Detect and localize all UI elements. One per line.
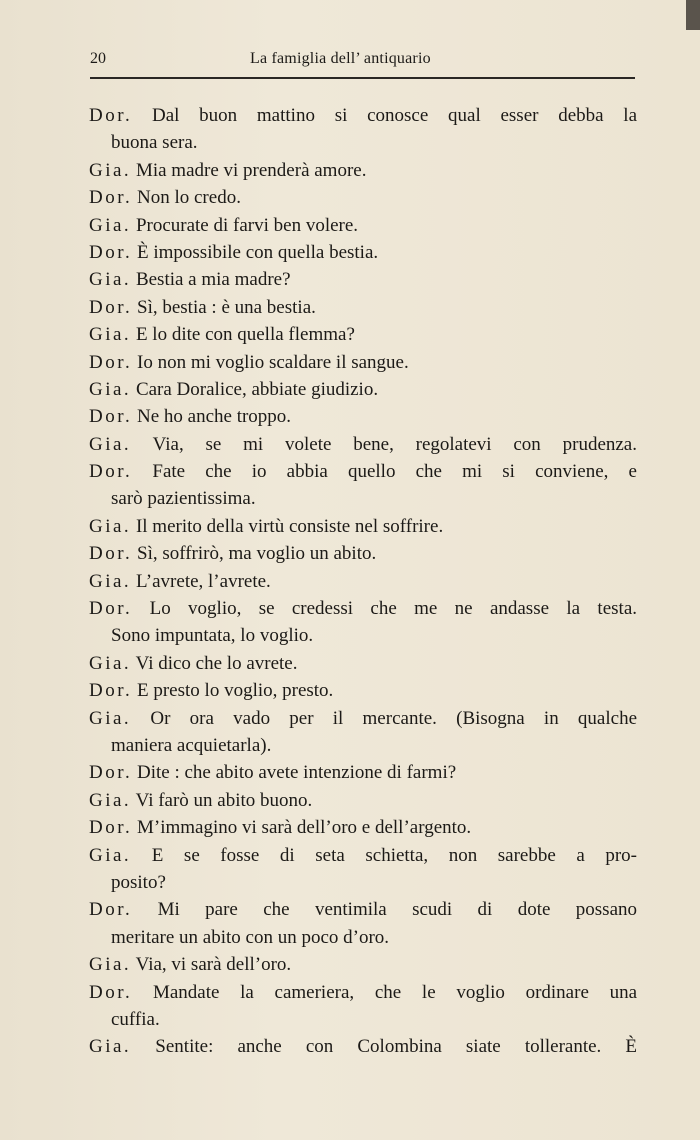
dialogue-continuation-line (89, 732, 637, 759)
dialogue-line (89, 951, 637, 978)
dialogue-line (89, 759, 637, 786)
dialogue-line (89, 431, 637, 458)
dialogue-continuation-line (89, 869, 637, 896)
speaker-label: Gia. (89, 378, 132, 400)
dialogue-line (89, 239, 637, 266)
line-text: Procurate di farvi ben volere. (135, 214, 359, 236)
dialogue-line (89, 568, 637, 595)
dialogue-line (89, 1033, 637, 1060)
speaker-label: Dor. (89, 351, 133, 373)
line-text: È impossibile con quella bestia. (137, 241, 379, 263)
dialogue-line (89, 157, 637, 184)
line-text: L’avrete, l’avrete. (135, 570, 271, 592)
dialogue-line (89, 212, 637, 239)
dialogue-continuation-line (89, 924, 637, 951)
dialogue-text (89, 102, 637, 1061)
page-corner-shadow (686, 0, 700, 30)
line-text: E presto lo voglio, presto. (137, 680, 334, 702)
line-text: M’immagino vi sarà dell’oro e dell’argento. (137, 817, 472, 839)
line-text: Via, vi sarà dell’oro. (135, 954, 292, 976)
line-text: E se fosse di seta schietta, non sarebbe a pro- (151, 844, 637, 866)
dialogue-continuation-line (89, 1006, 637, 1033)
dialogue-line (89, 349, 637, 376)
speaker-label: Dor. (89, 817, 133, 839)
dialogue-line (89, 814, 637, 841)
line-text: posito? (111, 871, 166, 893)
speaker-label: Gia. (89, 707, 132, 729)
line-text: Mandate la cameriera, che le voglio ordinare una (152, 981, 637, 1003)
dialogue-line (89, 513, 637, 540)
line-text: Ne ho anche troppo. (137, 406, 292, 428)
speaker-label: Dor. (89, 105, 133, 126)
dialogue-line (89, 376, 637, 403)
dialogue-line (89, 540, 637, 567)
line-text: Sì, soffrirò, ma voglio un abito. (137, 543, 377, 565)
line-text: maniera acquietarla). (111, 734, 272, 756)
speaker-label: Dor. (89, 981, 133, 1003)
line-text: Sono impuntata, lo voglio. (111, 625, 314, 647)
page-number: 20 (90, 50, 106, 67)
speaker-label: Dor. (89, 899, 133, 921)
speaker-label: Gia. (89, 844, 132, 866)
line-text: Dal buon mattino si conosce qual esser debba la (152, 105, 638, 126)
speaker-label: Dor. (89, 406, 133, 428)
line-text: Or ora vado per il mercante. (Bisogna in qualche (150, 707, 638, 729)
dialogue-line (89, 266, 637, 293)
line-text: Il merito della virtù consiste nel soffrire. (135, 515, 444, 537)
speaker-label: Dor. (89, 680, 133, 702)
line-text: Vi dico che lo avrete. (135, 652, 298, 674)
line-text: Sì, bestia : è una bestia. (137, 296, 316, 318)
dialogue-continuation-line (89, 622, 637, 649)
dialogue-line (89, 979, 637, 1006)
dialogue-line (89, 458, 637, 485)
dialogue-line (89, 184, 637, 211)
dialogue-line (89, 705, 637, 732)
dialogue-line (89, 403, 637, 430)
dialogue-line (89, 842, 637, 869)
speaker-label: Gia. (89, 214, 132, 236)
speaker-label: Dor. (89, 461, 133, 483)
speaker-label: Gia. (89, 159, 132, 181)
dialogue-line (89, 321, 637, 348)
line-text: meritare un abito con un poco d’oro. (111, 926, 390, 948)
dialogue-continuation-line (89, 129, 637, 156)
speaker-label: Dor. (89, 241, 133, 263)
line-text: Vi farò un abito buono. (135, 789, 313, 811)
line-text: Dite : che abito avete intenzione di farmi? (137, 762, 457, 784)
speaker-label: Gia. (89, 789, 132, 811)
header-rule (90, 77, 635, 79)
line-text: cuffia. (111, 1008, 160, 1030)
speaker-label: Gia. (89, 515, 132, 537)
speaker-label: Dor. (89, 762, 133, 784)
line-text: Mia madre vi prenderà amore. (135, 159, 367, 181)
dialogue-line (89, 102, 637, 129)
line-text: buona sera. (111, 132, 198, 154)
line-text: E lo dite con quella flemma? (135, 324, 355, 346)
page-header (90, 50, 635, 72)
dialogue-continuation-line (89, 485, 637, 512)
line-text: Io non mi voglio scaldare il sangue. (137, 351, 409, 373)
dialogue-line (89, 595, 637, 622)
line-text: Mi pare che ventimila scudi di dote possano (157, 899, 638, 921)
speaker-label: Gia. (89, 324, 132, 346)
running-title: La famiglia dell’ antiquario (250, 50, 431, 67)
line-text: sarò pazientissima. (111, 488, 256, 510)
line-text: Sentite: anche con Colombina siate tollerante. È (155, 1036, 638, 1058)
speaker-label: Dor. (89, 187, 133, 209)
dialogue-line (89, 294, 637, 321)
dialogue-line (89, 787, 637, 814)
line-text: Non lo credo. (137, 187, 241, 209)
line-text: Via, se mi volete bene, regolatevi con prudenza. (152, 433, 637, 455)
line-text: Fate che io abbia quello che mi si conviene, e (152, 461, 637, 483)
speaker-label: Dor. (89, 598, 133, 620)
speaker-label: Gia. (89, 1036, 132, 1058)
dialogue-line (89, 677, 637, 704)
speaker-label: Gia. (89, 652, 132, 674)
speaker-label: Dor. (89, 296, 133, 318)
speaker-label: Gia. (89, 570, 132, 592)
speaker-label: Gia. (89, 954, 132, 976)
speaker-label: Gia. (89, 269, 132, 291)
speaker-label: Gia. (89, 433, 132, 455)
line-text: Cara Doralice, abbiate giudizio. (135, 378, 379, 400)
dialogue-line (89, 896, 637, 923)
line-text: Bestia a mia madre? (135, 269, 291, 291)
line-text: Lo voglio, se credessi che me ne andasse la testa. (149, 598, 637, 620)
speaker-label: Dor. (89, 543, 133, 565)
dialogue-line (89, 650, 637, 677)
